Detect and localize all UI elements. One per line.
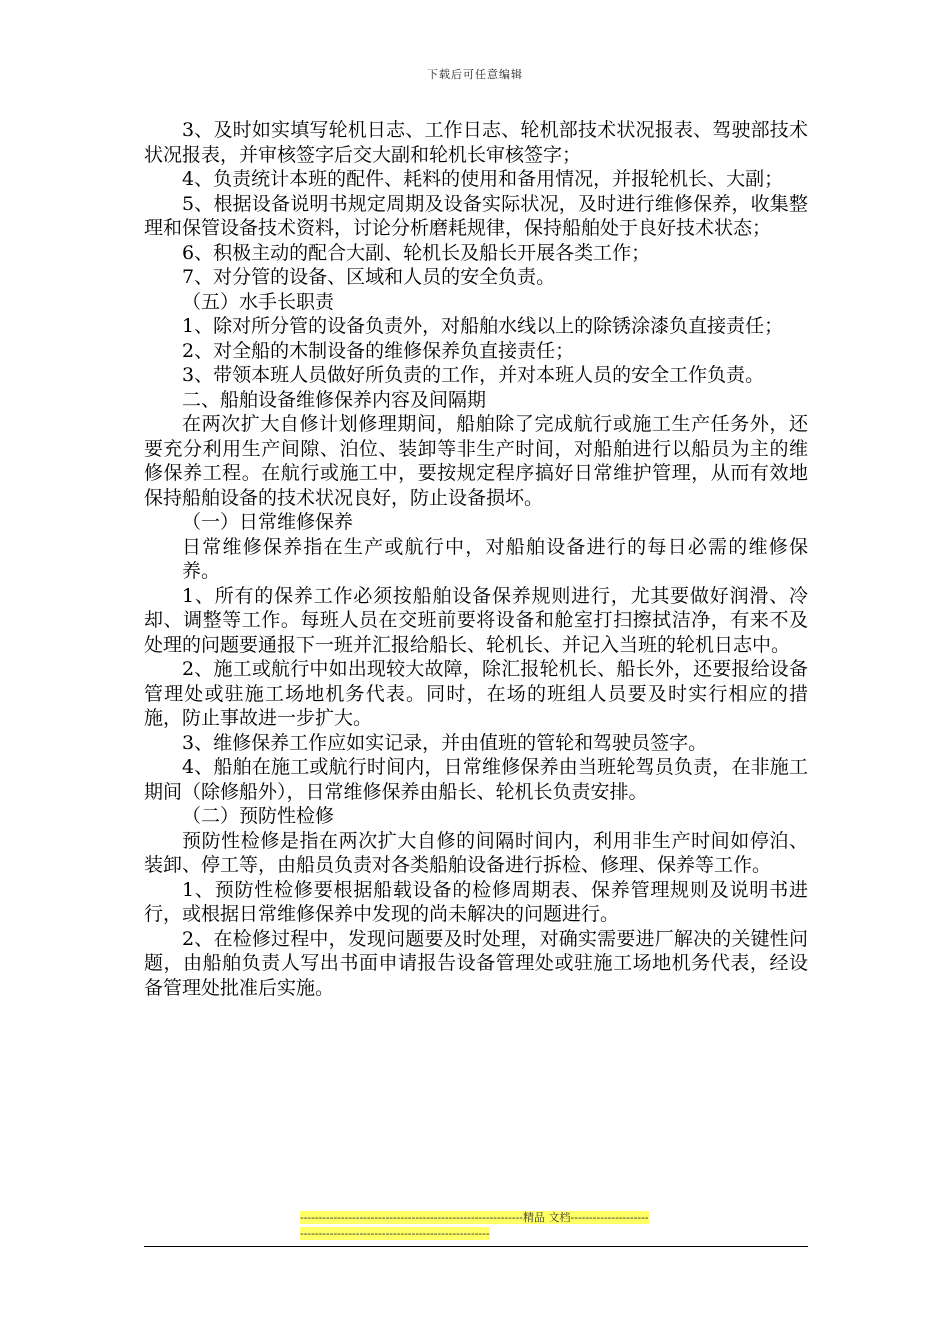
footer-text: ------------------------------------------------------------精品 文档------------------------------------------------------------------------ [300,1211,649,1240]
section-heading: （二）预防性检修 [182,805,335,827]
paragraph: 1、所有的保养工作必须按船舶设备保养规则进行，尤其要做好润滑、冷却、调整等工作。每班人员在交班前要将设备和舱室打扫擦拭洁净，有来不及处理的问题要通报下一班并汇报给船长、轮机长、并记入当班的轮机日志中。 [144,584,808,656]
footer-watermark [300,1210,650,1242]
document-body [144,118,808,1000]
paragraph: 预防性检修是指在两次扩大自修的间隔时间内，利用非生产时间如停泊、装卸、停工等，由船员负责对各类船舶设备进行拆检、修理、保养等工作。 [144,829,808,876]
paragraph: 4、负责统计本班的配件、耗料的使用和备用情况，并报轮机长、大副； [182,168,784,190]
section-heading: （五）水手长职责 [182,290,335,313]
paragraph: 3、及时如实填写轮机日志、工作日志、轮机部技术状况报表、驾驶部技术状况报表，并审核签字后交大副和轮机长审核签字； [144,119,808,166]
section-heading: 二、船舶设备维修保养内容及间隔期 [182,388,487,411]
section-heading: （一）日常维修保养 [182,511,354,533]
paragraph: 5、根据设备说明书规定周期及设备实际状况，及时进行维修保养，收集整理和保管设备技术资料，讨论分析磨耗规律，保持船舶处于良好技术状态； [144,192,808,239]
paragraph: 7、对分管的设备、区域和人员的安全负责。 [182,266,556,288]
paragraph: 3、维修保养工作应如实记录，并由值班的管轮和驾驶员签字。 [182,731,708,754]
paragraph: 1、预防性检修要根据船载设备的检修周期表、保养管理规则及说明书进行，或根据日常维修保养中发现的尚未解决的问题进行。 [144,878,808,925]
paragraph: 1、除对所分管的设备负责外，对船舶水线以上的除锈涂漆负直接责任； [182,315,784,337]
paragraph: 3、带领本班人员做好所负责的工作，并对本班人员的安全工作负责。 [182,364,765,386]
footer-rule [144,1246,808,1247]
paragraph: 6、积极主动的配合大副、轮机长及船长开展各类工作； [182,241,651,264]
paragraph: 2、对全船的木制设备的维修保养负直接责任； [182,339,575,362]
paragraph: 4、船舶在施工或航行时间内，日常维修保养由当班轮驾员负责，在非施工期间（除修船外），日常维修保养由船长、轮机长负责安排。 [144,756,808,803]
page-header: 下载后可任意编辑 [427,68,523,81]
paragraph: 2、在检修过程中，发现问题要及时处理，对确实需要进厂解决的关键性问题，由船舶负责人写出书面申请报告设备管理处或驻施工场地机务代表，经设备管理处批准后实施。 [144,927,808,999]
paragraph: 2、施工或航行中如出现较大故障，除汇报轮机长、船长外，还要报给设备管理处或驻施工场地机务代表。同时，在场的班组人员要及时实行相应的措施，防止事故进一步扩大。 [144,658,808,729]
paragraph: 在两次扩大自修计划修理期间，船舶除了完成航行或施工生产任务外，还要充分利用生产间隙、泊位、装卸等非生产时间，对船舶进行以船员为主的维修保养工程。在航行或施工中，要按规定程序搞好日常维护管理，从而有效地保持船舶设备的技术状况良好，防止设备损坏。 [144,413,808,509]
paragraph: 日常维修保养指在生产或航行中，对船舶设备进行的每日必需的维修保养。 [182,535,808,582]
